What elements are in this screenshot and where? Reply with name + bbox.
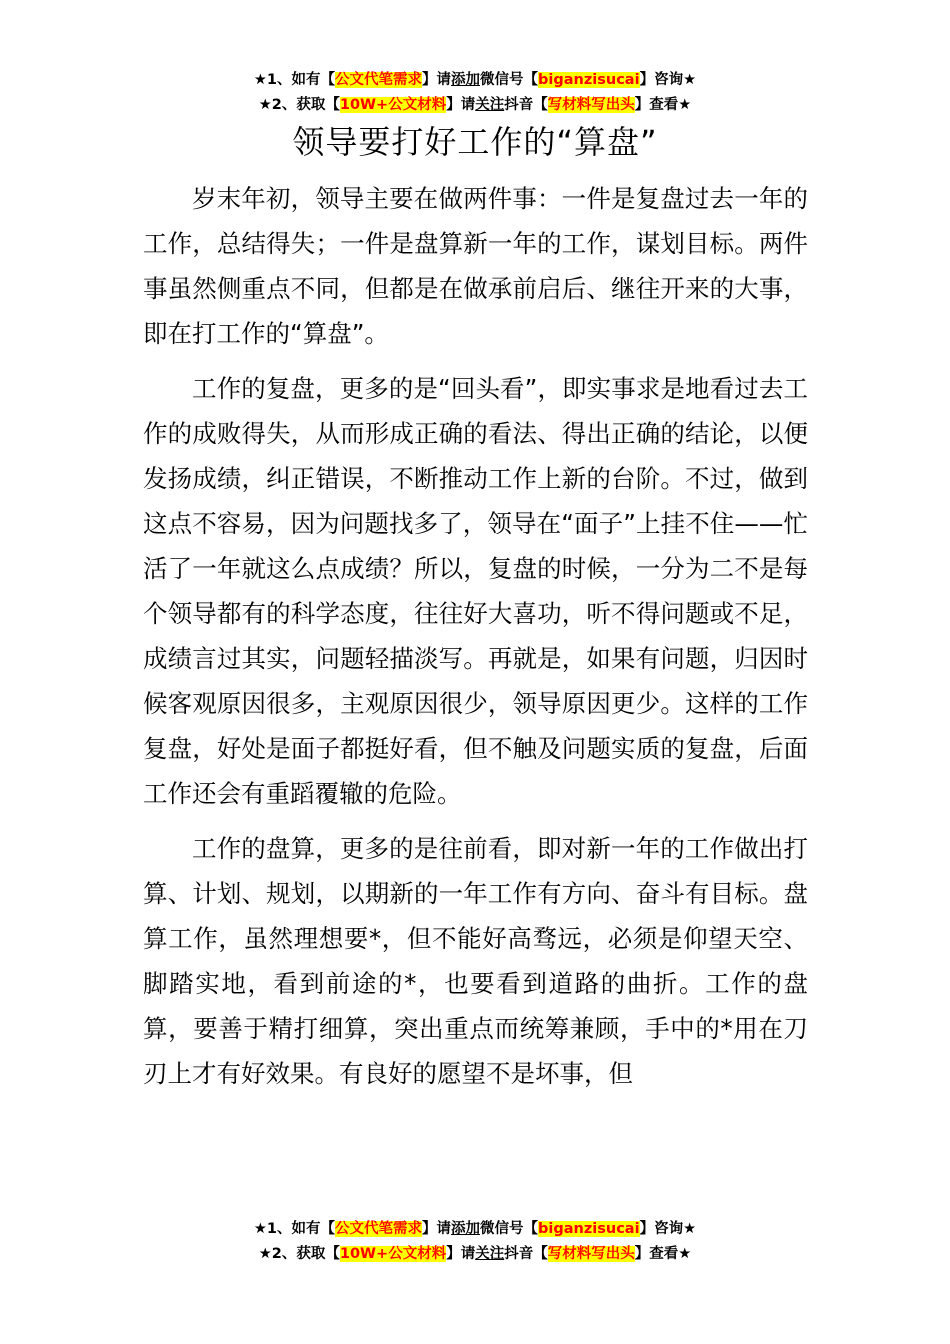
header-l2-suffix: 】查看★ [634,97,692,113]
header-promo-banner [0,68,950,118]
document-body [143,176,808,1106]
header-l1-suffix: 】咨询★ [639,72,697,88]
footer-l2-prefix: ★2、获取【 [258,1246,340,1262]
header-l1-highlight-wechat-id: biganzisucai [538,72,640,88]
footer-l2-underlined-follow: 关注 [475,1246,505,1262]
body-paragraph-2: 工作的复盘，更多的是“回头看”，即实事求是地看过去工作的成败得失，从而形成正确的看法、得出正确的结论，以便发扬成绩，纠正错误，不断推动工作上新的台阶。不过，做到这点不容易，因为问题找多了，领导在“面子”上挂不住——忙活了一年就这么点成绩？所以，复盘的时候，一分为二不是每个领导都有的科学态度，往往好大喜功，听不得问题或不足，成绩言过其实，问题轻描淡写。再就是，如果有问题，归因时候客观原因很多，主观原因很少，领导原因更少。这样的工作复盘，好处是面子都挺好看，但不触及问题实质的复盘，后面工作还会有重蹈覆辙的危险。 [143,374,808,808]
footer-l1-mid2: 微信号【 [480,1221,539,1237]
header-l1-highlight-service: 公文代笔需求 [335,72,423,88]
header-promo-line-2 [0,93,950,118]
footer-l1-mid1: 】请 [422,1221,452,1237]
footer-l1-prefix: ★1、如有【 [253,1221,336,1237]
header-l1-mid1: 】请 [422,72,452,88]
footer-l1-suffix: 】咨询★ [639,1221,697,1237]
header-l2-highlight-materials: 10W+公文材料 [339,97,447,113]
header-l2-underlined-follow: 关注 [475,97,505,113]
footer-l1-underlined-add: 添加 [451,1221,481,1237]
footer-l2-mid2: 抖音【 [504,1246,548,1262]
footer-promo-line-2 [0,1242,950,1267]
footer-l1-highlight-wechat-id: biganzisucai [538,1221,640,1237]
footer-l2-highlight-materials: 10W+公文材料 [339,1246,447,1262]
header-l1-mid2: 微信号【 [480,72,539,88]
header-l2-mid2: 抖音【 [504,97,548,113]
body-paragraph-3: 工作的盘算，更多的是往前看，即对新一年的工作做出打算、计划、规划，以期新的一年工作有方向、奋斗有目标。盘算工作，虽然理想要*，但不能好高骛远，必须是仰望天空、脚踏实地，看到前途的*，也要看到道路的曲折。工作的盘算，要善于精打细算，突出重点而统筹兼顾，手中的*用在刀刃上才有好效果。有良好的愿望不是坏事，但 [143,834,808,1088]
footer-l2-highlight-douyin-account: 写材料写出头 [547,1246,635,1262]
header-promo-line-1 [0,68,950,93]
header-l1-underlined-add: 添加 [451,72,481,88]
footer-promo-banner [0,1217,950,1267]
body-paragraph-1: 岁末年初，领导主要在做两件事：一件是复盘过去一年的工作，总结得失；一件是盘算新一年的工作，谋划目标。两件事虽然侧重点不同，但都是在做承前启后、继往开来的大事，即在打工作的“算盘”。 [143,184,808,348]
footer-l1-highlight-service: 公文代笔需求 [335,1221,423,1237]
footer-l2-suffix: 】查看★ [634,1246,692,1262]
header-l1-prefix: ★1、如有【 [253,72,336,88]
footer-l2-mid1: 】请 [446,1246,476,1262]
header-l2-mid1: 】请 [446,97,476,113]
document-title: 领导要打好工作的“算盘” [292,123,658,161]
header-l2-prefix: ★2、获取【 [258,97,340,113]
header-l2-highlight-douyin-account: 写材料写出头 [547,97,635,113]
footer-promo-line-1 [0,1217,950,1242]
